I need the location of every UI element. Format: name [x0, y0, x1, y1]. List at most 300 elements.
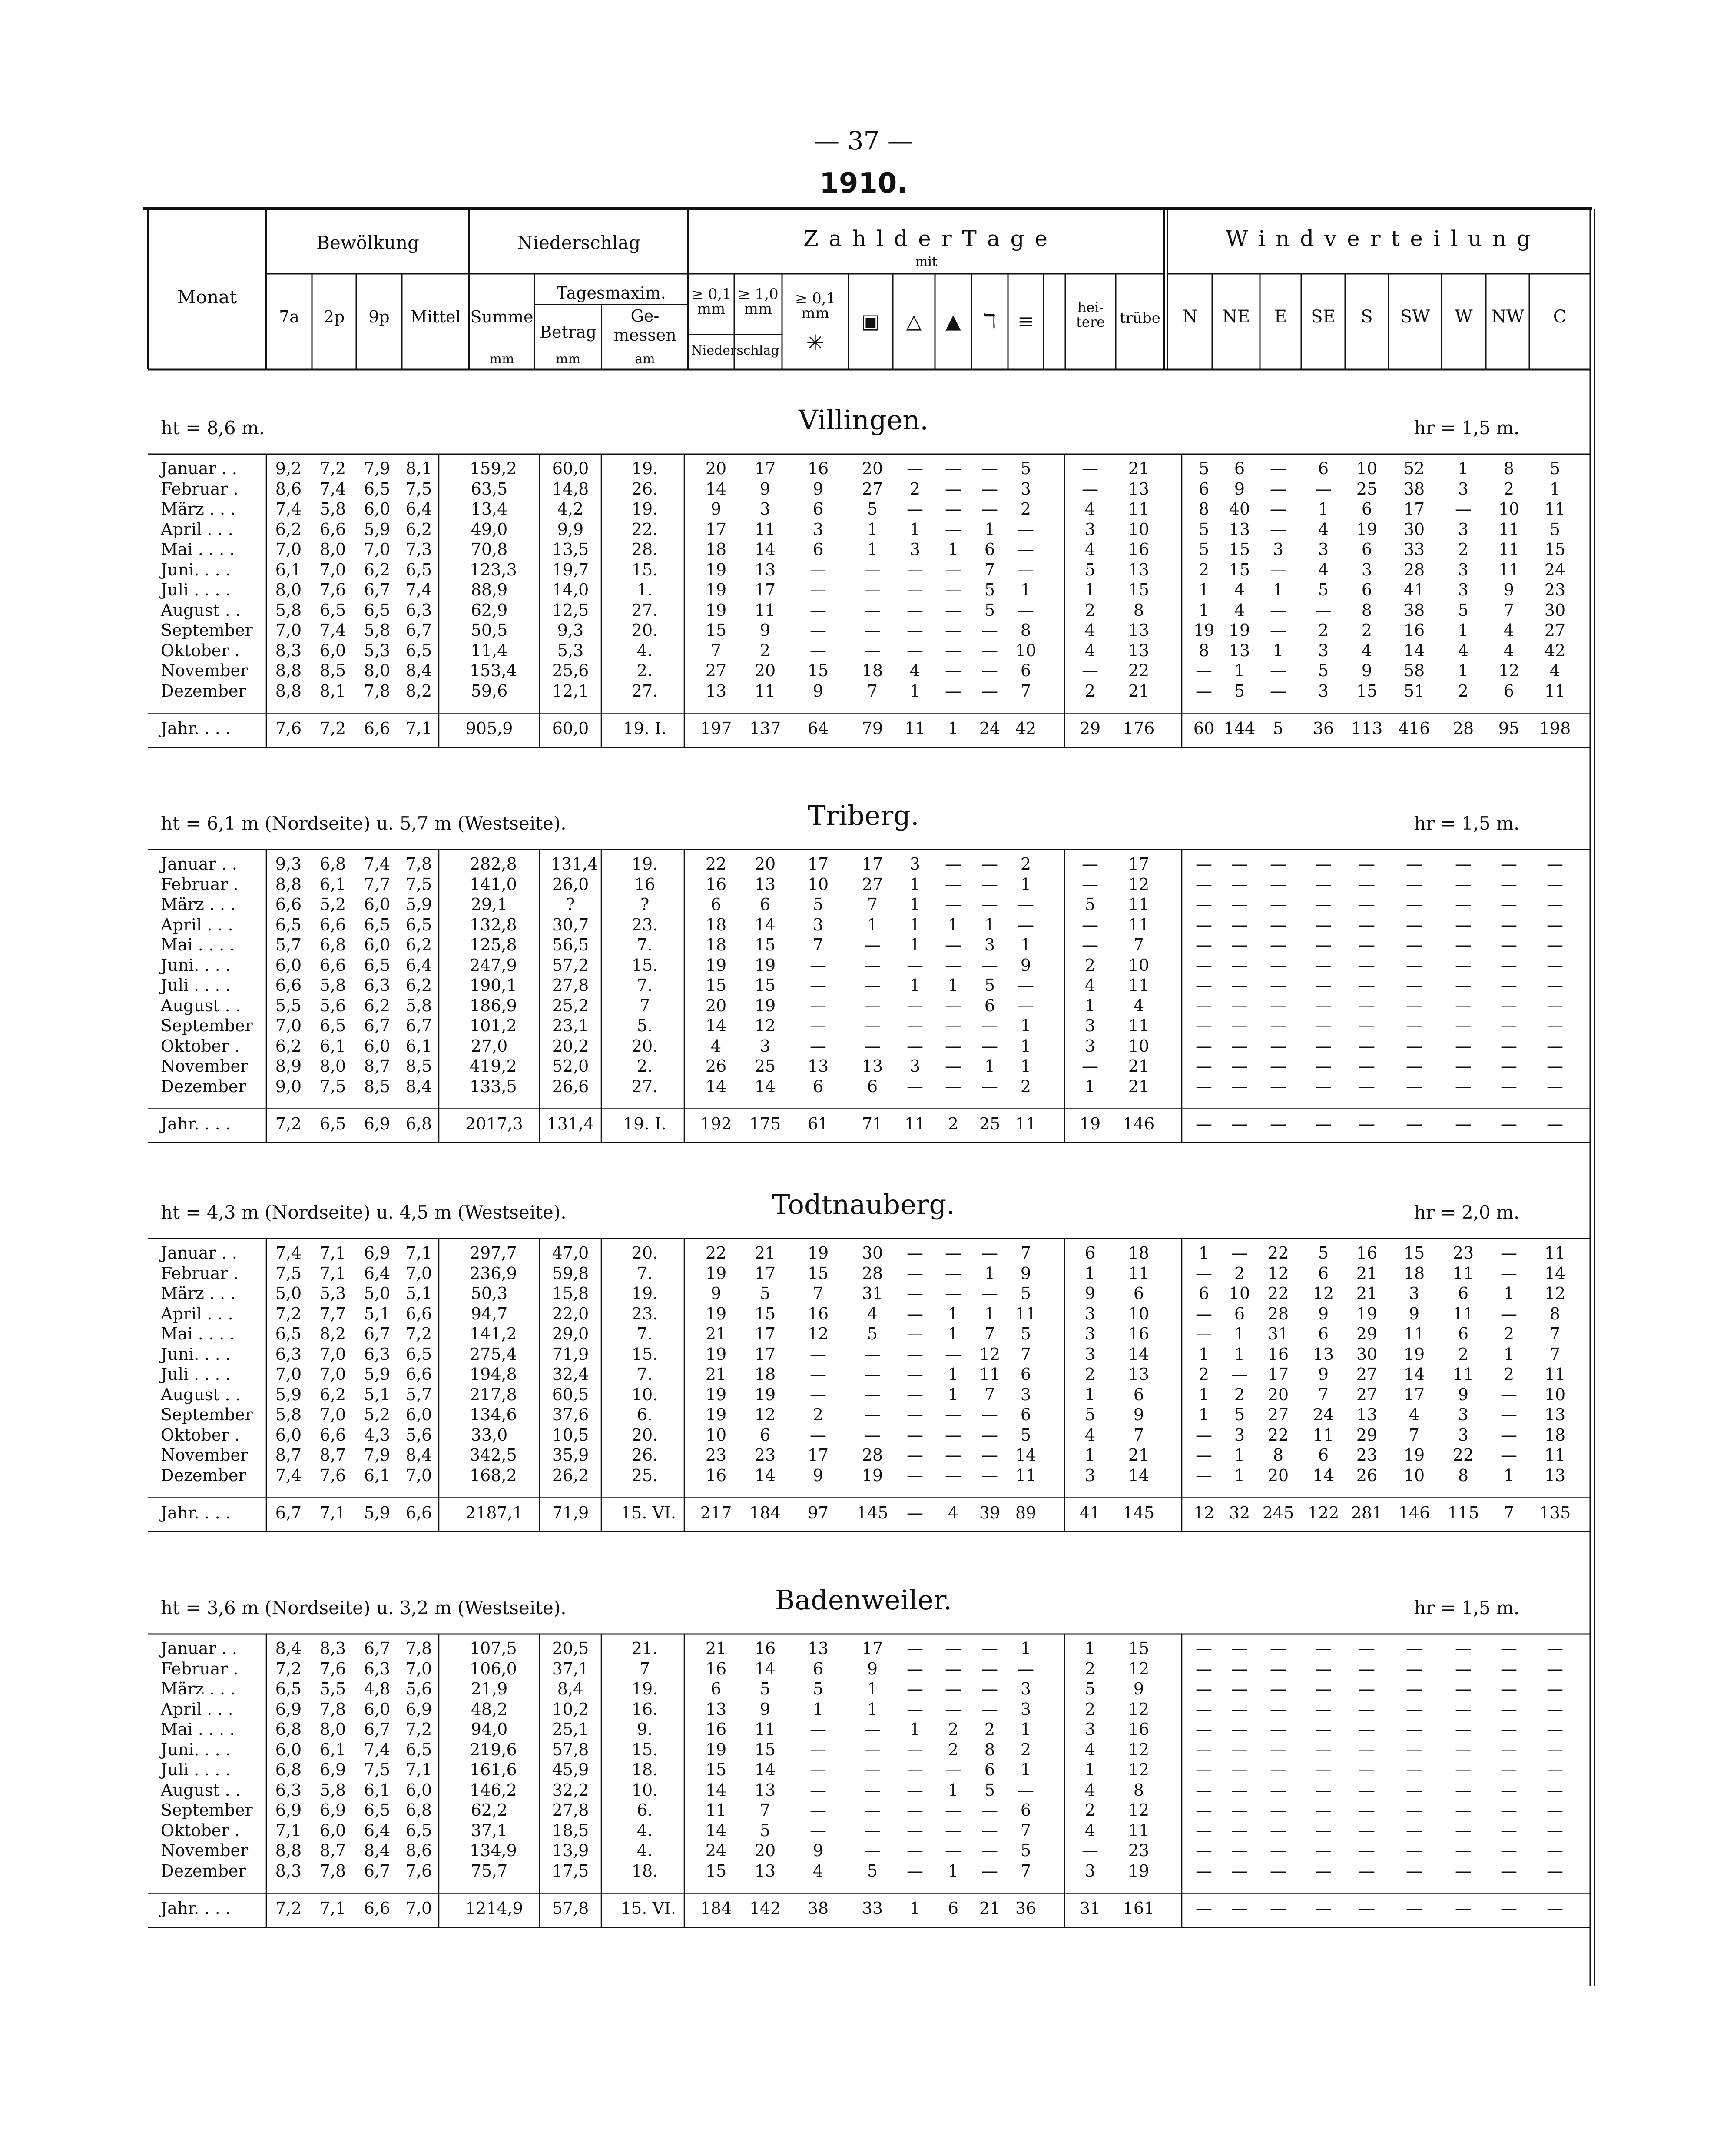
total-cell: —: [1547, 1114, 1563, 1133]
total-cell: 42: [1015, 719, 1037, 738]
table-cell: 25,2: [552, 996, 589, 1015]
page-number: — 37 —: [814, 126, 913, 156]
table-cell: 1: [984, 1056, 995, 1076]
total-cell: 60: [1193, 719, 1215, 738]
table-cell: 18: [754, 1365, 776, 1384]
table-cell: 17: [1403, 499, 1425, 518]
table-cell: 15: [1128, 1639, 1150, 1658]
table-cell: 17: [862, 854, 883, 874]
total-cell: 122: [1307, 1503, 1339, 1522]
table-cell: 6: [984, 540, 995, 559]
table-cell: 4: [1084, 1425, 1096, 1445]
table-cell: 7,0: [405, 1263, 432, 1283]
table-cell: 11: [1403, 1324, 1425, 1343]
table-cell: 40: [1229, 499, 1250, 518]
table-cell: —: [1455, 1760, 1472, 1779]
table-cell: 8: [1549, 1304, 1561, 1323]
table-cell: 1: [1234, 1324, 1245, 1343]
table-cell: 1: [1020, 1720, 1031, 1739]
total-cell: 184: [749, 1503, 781, 1522]
table-cell: —: [1231, 874, 1248, 894]
table-cell: 7: [984, 1324, 995, 1343]
table-cell: 6,9: [364, 1243, 391, 1262]
table-cell: —: [945, 996, 961, 1015]
table-cell: 5: [812, 1679, 824, 1698]
table-cell: —: [981, 499, 998, 518]
table-cell: 22: [1128, 661, 1150, 680]
table-cell: 5: [1084, 1679, 1096, 1698]
table-cell: 1: [812, 1699, 824, 1719]
table-cell: 17: [754, 1263, 776, 1283]
table-cell: —: [1455, 915, 1472, 934]
total-cell: 6,8: [405, 1114, 432, 1133]
total-cell: 176: [1123, 719, 1155, 738]
table-cell: 6,4: [405, 955, 432, 975]
table-cell: 27: [1356, 1385, 1378, 1404]
table-cell: 6: [1020, 661, 1031, 680]
table-cell: 6: [1133, 1284, 1144, 1303]
table-cell: 1: [1084, 996, 1096, 1015]
table-cell: —: [1455, 1720, 1472, 1739]
table-cell: —: [1018, 976, 1034, 995]
table-cell: 2: [1020, 854, 1031, 874]
table-cell: 14: [754, 540, 776, 559]
table-cell: 6: [1198, 479, 1210, 498]
table-cell: —: [1018, 1780, 1034, 1800]
table-cell: 8,1: [405, 459, 432, 478]
table-cell: 6: [1503, 681, 1515, 701]
table-cell: 10: [1498, 499, 1520, 518]
table-cell: —: [1196, 681, 1212, 701]
table-cell: 88,9: [471, 580, 508, 599]
table-cell: 11: [1498, 519, 1520, 539]
table-cell: 6,5: [364, 955, 391, 975]
table-cell: —: [1406, 1720, 1422, 1739]
table-cell: —: [1359, 854, 1375, 874]
table-cell: —: [1018, 560, 1034, 579]
table-cell: 6: [1133, 1385, 1144, 1404]
table-cell: —: [1315, 996, 1332, 1015]
table-cell: 6,2: [319, 1385, 346, 1404]
table-cell: 51: [1403, 681, 1425, 701]
table-cell: —: [810, 1036, 826, 1056]
table-cell: 8,9: [275, 1056, 302, 1076]
table-cell: 6,2: [275, 519, 302, 539]
table-cell: 12: [807, 1324, 829, 1343]
table-cell: 20.: [631, 1243, 658, 1262]
table-cell: —: [1315, 1801, 1332, 1820]
table-cell: 30: [1544, 600, 1566, 620]
table-cell: 48,2: [471, 1699, 508, 1719]
table-cell: —: [1270, 1016, 1286, 1035]
table-cell: 6,9: [405, 1699, 432, 1719]
table-cell: 8,7: [275, 1445, 302, 1465]
table-cell: 6: [759, 895, 771, 914]
table-cell: 6: [1361, 540, 1372, 559]
table-cell: 13,4: [471, 499, 508, 518]
table-cell: 20: [754, 1841, 776, 1860]
table-cell: 31: [1267, 1324, 1289, 1343]
table-cell: —: [1270, 1780, 1286, 1800]
table-cell: —: [1501, 1263, 1517, 1283]
table-cell: 8: [1198, 641, 1210, 660]
table-cell: —: [1196, 1780, 1212, 1800]
table-cell: 15: [705, 976, 727, 995]
table-cell: 47,0: [552, 1243, 589, 1262]
gemessen-header: Ge- messen: [613, 306, 676, 345]
table-cell: —: [1501, 1841, 1517, 1860]
table-cell: —: [1196, 1263, 1212, 1283]
table-cell: —: [1501, 1780, 1517, 1800]
table-cell: 7: [1020, 1243, 1031, 1262]
total-cell: 281: [1351, 1503, 1383, 1522]
table-cell: 1: [1084, 1639, 1096, 1658]
table-cell: 13: [1229, 519, 1250, 539]
table-cell: 20,2: [552, 1036, 589, 1056]
table-cell: 3: [812, 915, 824, 934]
table-cell: 27: [862, 874, 883, 894]
month-label: März . . .: [161, 1284, 236, 1303]
table-cell: 7: [1020, 1861, 1031, 1880]
table-cell: —: [1231, 1679, 1248, 1698]
table-cell: —: [1196, 1841, 1212, 1860]
table-cell: 27,8: [552, 976, 589, 995]
table-cell: 6: [1318, 1263, 1329, 1283]
table-cell: 4: [1084, 499, 1096, 518]
table-cell: 19: [754, 996, 776, 1015]
betrag-header: Betrag: [540, 322, 597, 342]
table-cell: —: [1082, 479, 1098, 498]
month-label: Mai . . . .: [161, 1720, 235, 1739]
table-cell: 2: [1503, 1365, 1515, 1384]
table-cell: 5: [1198, 540, 1210, 559]
table-cell: 7.: [636, 1324, 653, 1343]
table-cell: 6,0: [405, 1780, 432, 1800]
table-cell: 1: [909, 874, 921, 894]
table-cell: —: [1231, 955, 1248, 975]
table-cell: 28: [862, 1263, 883, 1283]
table-cell: 7,6: [405, 1861, 432, 1880]
table-cell: 5,6: [319, 996, 346, 1015]
table-cell: 10: [1128, 955, 1150, 975]
table-cell: 10: [1403, 1465, 1425, 1485]
table-cell: —: [810, 621, 826, 640]
total-cell: 2: [948, 1114, 959, 1133]
table-cell: 6,6: [275, 895, 302, 914]
table-cell: —: [981, 621, 998, 640]
table-cell: 19.: [631, 499, 658, 518]
table-cell: 5,9: [275, 1385, 302, 1404]
table-cell: 5: [1020, 459, 1031, 478]
table-cell: —: [1196, 976, 1212, 995]
table-cell: 62,2: [471, 1801, 508, 1820]
table-cell: 8,6: [275, 479, 302, 498]
total-cell: 1: [909, 1899, 921, 1918]
table-cell: 29,0: [552, 1324, 589, 1343]
table-cell: 5.: [636, 1016, 653, 1035]
table-cell: —: [1231, 1861, 1248, 1880]
table-cell: 4: [1234, 580, 1245, 599]
table-cell: —: [1315, 976, 1332, 995]
table-cell: —: [945, 1841, 961, 1860]
table-cell: —: [1359, 1659, 1375, 1678]
table-cell: 8,5: [405, 1056, 432, 1076]
table-cell: 7: [1020, 1344, 1031, 1364]
table-cell: —: [1082, 874, 1098, 894]
table-cell: 4: [1084, 1740, 1096, 1759]
table-cell: —: [981, 1465, 998, 1485]
table-cell: 24: [1544, 560, 1566, 579]
table-cell: 12: [1128, 1801, 1150, 1820]
table-cell: —: [1231, 1720, 1248, 1739]
table-cell: 13: [705, 1699, 727, 1719]
table-cell: —: [907, 1304, 923, 1323]
table-cell: 194,8: [470, 1365, 517, 1384]
bewolkung-header: Bewölkung: [316, 232, 419, 253]
table-cell: 10.: [631, 1385, 658, 1404]
total-cell: 19. I.: [623, 719, 666, 738]
table-cell: 31: [862, 1284, 883, 1303]
table-cell: 5: [759, 1679, 771, 1698]
table-cell: 14: [705, 1076, 727, 1096]
total-cell: 7,2: [319, 719, 346, 738]
table-cell: 3: [1458, 1405, 1469, 1424]
table-cell: —: [945, 935, 961, 954]
table-cell: 41: [1403, 580, 1425, 599]
table-cell: 19: [705, 1344, 727, 1364]
table-cell: 2: [1020, 1076, 1031, 1096]
table-cell: 7: [984, 1385, 995, 1404]
table-cell: —: [810, 996, 826, 1015]
table-cell: —: [1359, 1016, 1375, 1035]
table-cell: 11: [979, 1365, 1001, 1384]
total-cell: 6,6: [405, 1503, 432, 1522]
table-cell: 133,5: [470, 1076, 517, 1096]
month-label: Februar .: [161, 874, 239, 894]
table-cell: 168,2: [470, 1465, 517, 1485]
table-cell: —: [945, 895, 961, 914]
table-cell: —: [1406, 1679, 1422, 1698]
total-cell: —: [907, 1503, 923, 1522]
table-cell: —: [1406, 1639, 1422, 1658]
table-cell: 9: [1458, 1385, 1469, 1404]
table-cell: 3: [1318, 540, 1329, 559]
total-cell: 15. VI.: [621, 1899, 676, 1918]
table-cell: 1: [1503, 1344, 1515, 1364]
table-cell: 1: [1503, 1465, 1515, 1485]
table-cell: 1: [948, 1861, 959, 1880]
table-cell: —: [1196, 996, 1212, 1015]
table-cell: 4: [1549, 661, 1561, 680]
table-cell: 6: [1084, 1243, 1096, 1262]
table-cell: 22: [1267, 1284, 1289, 1303]
table-cell: 5,3: [364, 641, 391, 660]
table-cell: 1: [1020, 1056, 1031, 1076]
table-cell: 6,8: [319, 854, 346, 874]
table-cell: 8,0: [364, 661, 391, 680]
table-cell: 6,2: [364, 996, 391, 1015]
table-cell: —: [1359, 895, 1375, 914]
total-cell: 64: [807, 719, 829, 738]
snow-icon: ✳: [806, 330, 825, 355]
table-cell: 141,2: [470, 1324, 517, 1343]
table-cell: 23.: [631, 1304, 658, 1323]
table-cell: 11: [1128, 499, 1150, 518]
table-cell: 57,2: [552, 955, 589, 975]
total-cell: 135: [1539, 1503, 1571, 1522]
cloud-col-1: 2p: [323, 307, 345, 326]
table-cell: —: [907, 1405, 923, 1424]
table-cell: 6: [1361, 580, 1372, 599]
table-cell: —: [864, 1365, 881, 1384]
table-cell: 9: [867, 1659, 878, 1678]
table-cell: —: [1196, 1720, 1212, 1739]
table-cell: 8,4: [557, 1679, 584, 1698]
table-cell: 22,0: [552, 1304, 589, 1323]
table-cell: 8,5: [319, 661, 346, 680]
table-cell: 94,7: [471, 1304, 508, 1323]
table-cell: 1: [1198, 1243, 1210, 1262]
table-cell: 29,1: [471, 895, 508, 914]
table-cell: 6,0: [364, 895, 391, 914]
table-cell: —: [1406, 1801, 1422, 1820]
table-cell: —: [907, 1385, 923, 1404]
table-cell: 1: [1084, 1385, 1096, 1404]
table-cell: —: [907, 621, 923, 640]
table-cell: 7,2: [405, 1324, 432, 1343]
table-cell: —: [907, 560, 923, 579]
station-name: Badenweiler.: [775, 1584, 952, 1616]
month-label: Februar .: [161, 1263, 239, 1283]
table-cell: 6,7: [405, 1016, 432, 1035]
table-cell: 6,6: [319, 915, 346, 934]
table-cell: 19: [754, 1385, 776, 1404]
table-cell: 6,3: [275, 1780, 302, 1800]
table-cell: 4: [1084, 540, 1096, 559]
table-cell: —: [981, 479, 998, 498]
table-cell: —: [945, 1036, 961, 1056]
total-cell: —: [1406, 1114, 1422, 1133]
table-cell: 19: [807, 1243, 829, 1262]
table-cell: —: [1315, 854, 1332, 874]
month-label: August . .: [161, 1385, 241, 1404]
table-cell: —: [981, 1243, 998, 1262]
table-cell: —: [1315, 1659, 1332, 1678]
table-cell: 16: [1403, 621, 1425, 640]
table-cell: —: [907, 1820, 923, 1840]
table-cell: 1: [1084, 1076, 1096, 1096]
heitere-header: hei- tere: [1076, 299, 1105, 330]
table-cell: 26.: [631, 479, 658, 498]
table-cell: 14: [754, 1659, 776, 1678]
table-cell: 7,6: [319, 580, 346, 599]
table-cell: 9,2: [275, 459, 302, 478]
table-cell: —: [1359, 935, 1375, 954]
table-cell: —: [1359, 1036, 1375, 1056]
table-cell: —: [1196, 1760, 1212, 1779]
table-cell: 15: [705, 1760, 727, 1779]
table-cell: —: [864, 641, 881, 660]
table-cell: 10: [1229, 1284, 1250, 1303]
table-cell: —: [810, 641, 826, 660]
table-cell: 1: [1084, 1760, 1096, 1779]
table-cell: 7,8: [319, 1699, 346, 1719]
table-cell: —: [1315, 1639, 1332, 1658]
table-cell: —: [945, 519, 961, 539]
table-cell: 3: [1458, 1425, 1469, 1445]
trube-header: trübe: [1120, 309, 1160, 327]
table-cell: —: [1501, 895, 1517, 914]
table-cell: —: [1501, 955, 1517, 975]
table-cell: —: [1315, 1679, 1332, 1698]
table-cell: —: [1231, 996, 1248, 1015]
table-cell: 32,4: [552, 1365, 589, 1384]
table-cell: 2.: [636, 1056, 653, 1076]
table-cell: 8,7: [319, 1445, 346, 1465]
month-label: April . . .: [161, 519, 233, 539]
table-cell: 19: [1403, 1344, 1425, 1364]
table-cell: —: [1231, 915, 1248, 934]
table-cell: 21.: [631, 1639, 658, 1658]
table-cell: 10,5: [552, 1425, 589, 1445]
table-cell: 7: [812, 935, 824, 954]
table-cell: 1: [948, 1304, 959, 1323]
table-cell: —: [1455, 499, 1472, 518]
table-cell: 12: [1544, 1284, 1566, 1303]
table-cell: —: [864, 996, 881, 1015]
table-cell: —: [864, 1016, 881, 1035]
table-cell: —: [1315, 874, 1332, 894]
table-cell: 7,5: [364, 1760, 391, 1779]
table-cell: —: [1270, 1760, 1286, 1779]
table-cell: —: [1270, 955, 1286, 975]
table-cell: —: [1196, 1740, 1212, 1759]
total-cell: 4: [948, 1503, 959, 1522]
table-cell: —: [945, 1243, 961, 1262]
table-cell: 8,8: [275, 874, 302, 894]
table-cell: —: [1455, 1659, 1472, 1678]
table-cell: 11: [1015, 1465, 1037, 1485]
table-cell: —: [1501, 1820, 1517, 1840]
year-label: Jahr. . . .: [161, 1114, 231, 1133]
table-cell: 6,0: [275, 1425, 302, 1445]
table-cell: 18: [1403, 1263, 1425, 1283]
total-cell: 7,1: [405, 719, 432, 738]
month-label: Dezember: [161, 1465, 246, 1485]
table-cell: 9: [710, 499, 722, 518]
total-cell: 416: [1398, 719, 1430, 738]
table-cell: —: [945, 560, 961, 579]
month-label: Juni. . . .: [161, 1344, 231, 1364]
table-cell: 8,3: [275, 641, 302, 660]
table-cell: 7,0: [405, 1659, 432, 1678]
table-cell: 6,1: [319, 874, 346, 894]
table-cell: 1: [1198, 600, 1210, 620]
table-cell: 5,0: [364, 1284, 391, 1303]
table-cell: 7,6: [319, 1465, 346, 1485]
table-cell: —: [1315, 955, 1332, 975]
table-cell: —: [1270, 1036, 1286, 1056]
table-cell: 6,5: [319, 1016, 346, 1035]
total-cell: 6,9: [364, 1114, 391, 1133]
table-cell: 4: [1318, 560, 1329, 579]
table-cell: 3: [1020, 479, 1031, 498]
table-cell: 7,5: [319, 1076, 346, 1096]
table-cell: —: [945, 1425, 961, 1445]
table-cell: 21: [1128, 459, 1150, 478]
table-cell: 27,0: [471, 1036, 508, 1056]
wind-col-w: W: [1455, 307, 1473, 327]
